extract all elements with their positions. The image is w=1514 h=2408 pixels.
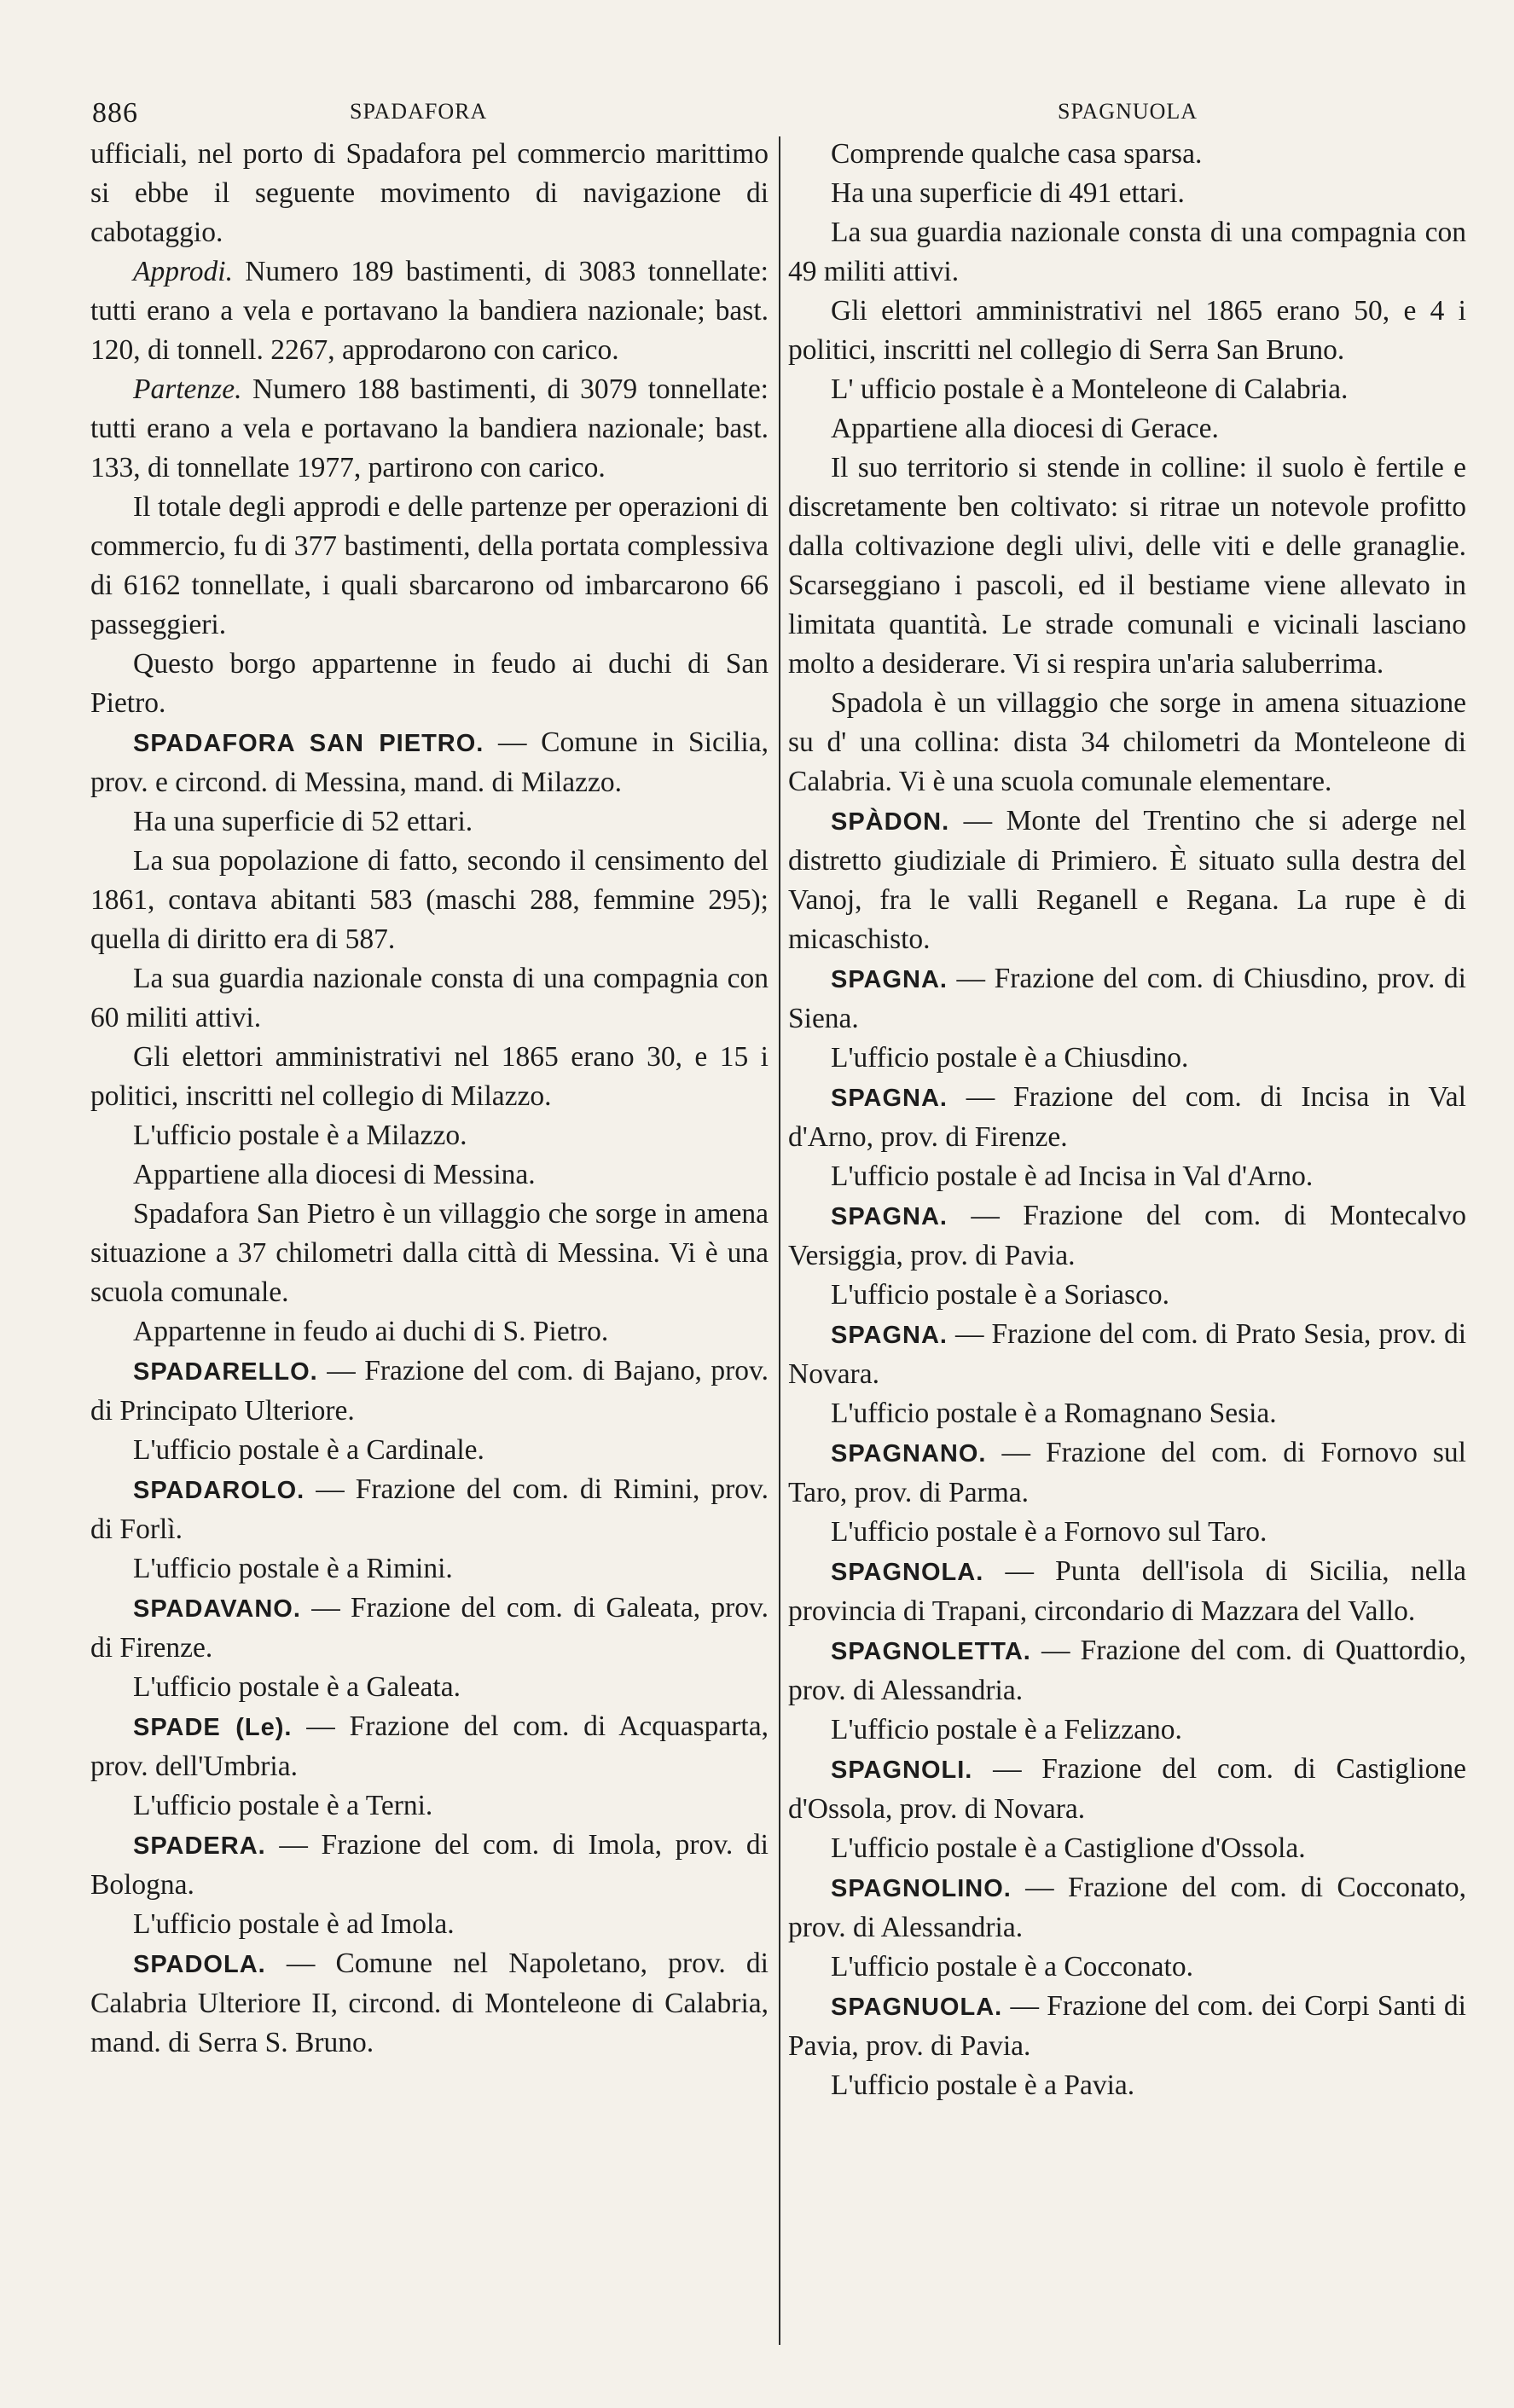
paragraph-text: Comprende qualche casa sparsa. xyxy=(831,138,1203,170)
paragraph-text: L'ufficio postale è ad Incisa in Val d'Arno. xyxy=(831,1161,1314,1192)
paragraph-text: — Frazione del com. di Montecalvo Versiggia, prov. di Pavia. xyxy=(788,1200,1466,1271)
paragraph xyxy=(90,723,769,802)
paragraph-text: L'ufficio postale è a Soriasco. xyxy=(831,1279,1170,1311)
paragraph xyxy=(90,1155,769,1195)
entry-headword: SPAGNOLA. xyxy=(831,1559,984,1586)
entry-headword: SPADAFORA SAN PIETRO. xyxy=(133,730,484,757)
paragraph-text: L'ufficio postale è a Romagnano Sesia. xyxy=(831,1398,1277,1429)
paragraph xyxy=(90,135,769,252)
entry-headword: SPAGNA. xyxy=(831,1322,948,1349)
paragraph-text: — Frazione del com. di Prato Sesia, prov. di Novara. xyxy=(788,1318,1466,1390)
paragraph-text: — Frazione del com. di Acquasparta, prov. dell'Umbria. xyxy=(90,1710,769,1782)
paragraph xyxy=(788,1552,1466,1631)
paragraph xyxy=(788,2066,1466,2105)
paragraph xyxy=(90,1470,769,1549)
paragraph xyxy=(90,1905,769,1944)
paragraph-text: La sua guardia nazionale consta di una compagnia con 60 militi attivi. xyxy=(90,963,769,1033)
paragraph-text: — Frazione del com. di Quattordio, prov. di Alessandria. xyxy=(788,1635,1466,1706)
paragraph xyxy=(90,488,769,645)
entry-headword: SPAGNA. xyxy=(831,966,948,993)
paragraph-text: — Frazione del com. di Incisa in Val d'Arno, prov. di Firenze. xyxy=(788,1081,1466,1153)
entry-headword: SPAGNOLI. xyxy=(831,1757,973,1784)
paragraph-text: L'ufficio postale è a Cardinale. xyxy=(133,1434,484,1466)
paragraph xyxy=(90,1826,769,1905)
paragraph xyxy=(90,1116,769,1155)
paragraph-text: Numero 188 bastimenti, di 3079 tonnellate: tutti erano a vela e portavano la bandiera nazionale; bast. 133, di tonnellate 1977, partirono con carico. xyxy=(90,373,769,483)
paragraph-text: L'ufficio postale è a Castiglione d'Ossola. xyxy=(831,1832,1306,1864)
paragraph-text: — Punta dell'isola di Sicilia, nella provincia di Trapani, circondario di Mazzara del Vallo. xyxy=(788,1555,1466,1627)
left-column xyxy=(90,135,769,2063)
paragraph xyxy=(90,1038,769,1116)
paragraph-text: — Comune nel Napoletano, prov. di Calabria Ulteriore II, circond. di Monteleone di Calabria, mand. di Serra S. Bruno. xyxy=(90,1948,769,2058)
entry-headword: SPADERA. xyxy=(133,1832,266,1860)
paragraph-text: L'ufficio postale è a Chiusdino. xyxy=(831,1042,1189,1074)
paragraph-text: Numero 189 bastimenti, di 3083 tonnellate: tutti erano a vela e portavano la bandiera nazionale; bast. 120, di tonnell. 2267, approdarono con carico. xyxy=(90,256,769,366)
paragraph xyxy=(90,1195,769,1312)
paragraph xyxy=(788,449,1466,684)
paragraph-text: Appartenne in feudo ai duchi di S. Pietro. xyxy=(133,1316,609,1347)
paragraph-text: Gli elettori amministrativi nel 1865 erano 50, e 4 i politici, inscritti nel collegio di Serra San Bruno. xyxy=(788,295,1466,366)
paragraph-text: Appartiene alla diocesi di Messina. xyxy=(133,1159,536,1190)
paragraph-text: L' ufficio postale è a Monteleone di Calabria. xyxy=(831,373,1349,405)
paragraph xyxy=(788,802,1466,959)
entry-headword: SPÀDON. xyxy=(831,808,950,836)
paragraph-text: La sua guardia nazionale consta di una compagnia con 49 militi attivi. xyxy=(788,217,1466,287)
entry-headword: SPADAVANO. xyxy=(133,1595,301,1623)
paragraph-text: — Frazione del com. di Fornovo sul Taro, prov. di Parma. xyxy=(788,1437,1466,1508)
paragraph xyxy=(788,959,1466,1039)
paragraph xyxy=(788,1750,1466,1829)
paragraph xyxy=(788,1433,1466,1513)
paragraph-text: Gli elettori amministrativi nel 1865 erano 30, e 15 i politici, inscritti nel collegio di Milazzo. xyxy=(90,1041,769,1112)
paragraph-text: — Frazione del com. di Galeata, prov. di Firenze. xyxy=(90,1592,769,1664)
paragraph-text: — Comune in Sicilia, prov. e circond. di Messina, mand. di Milazzo. xyxy=(90,726,769,798)
paragraph-text: L'ufficio postale è a Pavia. xyxy=(831,2069,1135,2101)
paragraph xyxy=(90,842,769,959)
paragraph xyxy=(788,1868,1466,1948)
page-number: 886 xyxy=(92,97,138,129)
paragraph-text: L'ufficio postale è a Felizzano. xyxy=(831,1714,1182,1745)
paragraph xyxy=(788,1631,1466,1710)
paragraph xyxy=(90,1944,769,2063)
paragraph xyxy=(788,684,1466,802)
paragraph-text: — Frazione del com. di Imola, prov. di Bologna. xyxy=(90,1829,769,1901)
paragraph xyxy=(788,292,1466,370)
paragraph-text: Questo borgo appartenne in feudo ai duchi di San Pietro. xyxy=(90,648,769,719)
paragraph-text: — Frazione del com. di Castiglione d'Ossola, prov. di Novara. xyxy=(788,1753,1466,1825)
paragraph xyxy=(788,1157,1466,1196)
paragraph-text: L'ufficio postale è a Milazzo. xyxy=(133,1120,467,1151)
paragraph xyxy=(788,213,1466,292)
paragraph xyxy=(788,1078,1466,1157)
paragraph xyxy=(90,1786,769,1826)
entry-headword: SPAGNOLETTA. xyxy=(831,1638,1031,1665)
paragraph-text: Il suo territorio si stende in colline: il suolo è fertile e discretamente ben coltivato: si ritrae un notevole profitto dalla coltivazione degli ulivi, delle viti e delle granaglie. Scarseggiano i pascoli, ed il bestiame viene allevato in limitata quantità. Le strade comunali e vicinali lasciano molto a desiderare. Vi si respira un'aria saluberrima. xyxy=(788,452,1466,680)
paragraph-text: Spadafora San Pietro è un villaggio che sorge in amena situazione a 37 chilometri dalla città di Messina. Vi è una scuola comunale. xyxy=(90,1198,769,1308)
paragraph xyxy=(788,1513,1466,1552)
paragraph-text: — Frazione del com. di Cocconato, prov. di Alessandria. xyxy=(788,1872,1466,1943)
paragraph-text: L'ufficio postale è a Fornovo sul Taro. xyxy=(831,1516,1267,1548)
section-lead: Partenze. xyxy=(133,373,242,405)
paragraph xyxy=(90,1312,769,1352)
paragraph-text: L'ufficio postale è a Cocconato. xyxy=(831,1951,1193,1983)
left-running-head: SPADAFORA xyxy=(350,99,488,124)
paragraph xyxy=(90,802,769,842)
paragraph xyxy=(90,252,769,370)
paragraph-text: L'ufficio postale è a Galeata. xyxy=(133,1671,461,1703)
entry-headword: SPADARELLO. xyxy=(133,1358,318,1386)
entry-headword: SPADAROLO. xyxy=(133,1477,305,1504)
entry-headword: SPAGNOLINO. xyxy=(831,1875,1012,1902)
paragraph xyxy=(788,1039,1466,1078)
paragraph xyxy=(788,1710,1466,1750)
paragraph xyxy=(788,1315,1466,1394)
entry-headword: SPADE (Le). xyxy=(133,1714,293,1741)
paragraph-text: — Frazione del com. dei Corpi Santi di Pavia, prov. di Pavia. xyxy=(788,1990,1466,2062)
paragraph xyxy=(90,370,769,488)
paragraph xyxy=(90,1589,769,1668)
paragraph xyxy=(788,135,1466,174)
paragraph-text: — Monte del Trentino che si aderge nel distretto giudiziale di Primiero. È situato sulla destra del Vanoj, fra le valli Reganell e Regana. La rupe è di micaschisto. xyxy=(788,805,1466,955)
entry-headword: SPAGNANO. xyxy=(831,1440,987,1467)
paragraph-text: Appartiene alla diocesi di Gerace. xyxy=(831,413,1219,444)
paragraph xyxy=(788,174,1466,213)
paragraph xyxy=(788,409,1466,449)
paragraph xyxy=(788,1829,1466,1868)
paragraph-text: Ha una superficie di 491 ettari. xyxy=(831,177,1185,209)
paragraph-text: L'ufficio postale è a Rimini. xyxy=(133,1553,453,1584)
paragraph-text: L'ufficio postale è a Terni. xyxy=(133,1790,433,1821)
right-running-head: SPAGNUOLA xyxy=(1058,99,1198,124)
paragraph xyxy=(90,1352,769,1431)
paragraph-text: Il totale degli approdi e delle partenze per operazioni di commercio, fu di 377 bastimenti, della portata complessiva di 6162 tonnellate, i quali sbarcarono od imbarcarono 66 passeggieri. xyxy=(90,491,769,640)
paragraph-text: Spadola è un villaggio che sorge in amena situazione su d' una collina: dista 34 chilometri da Monteleone di Calabria. Vi è una scuola comunale elementare. xyxy=(788,687,1466,797)
paragraph xyxy=(90,1549,769,1589)
paragraph-text: — Frazione del com. di Rimini, prov. di Forlì. xyxy=(90,1473,769,1545)
paragraph-text: L'ufficio postale è ad Imola. xyxy=(133,1908,455,1940)
paragraph xyxy=(90,1668,769,1707)
paragraph xyxy=(90,1431,769,1470)
paragraph-text: — Frazione del com. di Bajano, prov. di Principato Ulteriore. xyxy=(90,1355,769,1427)
paragraph xyxy=(90,645,769,723)
column-divider xyxy=(779,136,780,2345)
paragraph-text: ufficiali, nel porto di Spadafora pel commercio marittimo si ebbe il seguente movimento di navigazione di cabotaggio. xyxy=(90,138,769,248)
paragraph xyxy=(788,1948,1466,1987)
paragraph xyxy=(90,959,769,1038)
paragraph-text: — Frazione del com. di Chiusdino, prov. di Siena. xyxy=(788,963,1466,1034)
paragraph xyxy=(788,1276,1466,1315)
right-column xyxy=(788,135,1466,2105)
paragraph xyxy=(788,370,1466,409)
paragraph xyxy=(788,1196,1466,1276)
paragraph xyxy=(788,1394,1466,1433)
entry-headword: SPADOLA. xyxy=(133,1951,266,1978)
section-lead: Approdi. xyxy=(133,256,233,287)
entry-headword: SPAGNUOLA. xyxy=(831,1994,1003,2021)
paragraph xyxy=(90,1707,769,1786)
paragraph-text: Ha una superficie di 52 ettari. xyxy=(133,806,473,837)
paragraph-text: La sua popolazione di fatto, secondo il censimento del 1861, contava abitanti 583 (maschi 288, femmine 295); quella di diritto era di 587. xyxy=(90,845,769,955)
paragraph xyxy=(788,1987,1466,2066)
entry-headword: SPAGNA. xyxy=(831,1203,948,1230)
entry-headword: SPAGNA. xyxy=(831,1085,948,1112)
